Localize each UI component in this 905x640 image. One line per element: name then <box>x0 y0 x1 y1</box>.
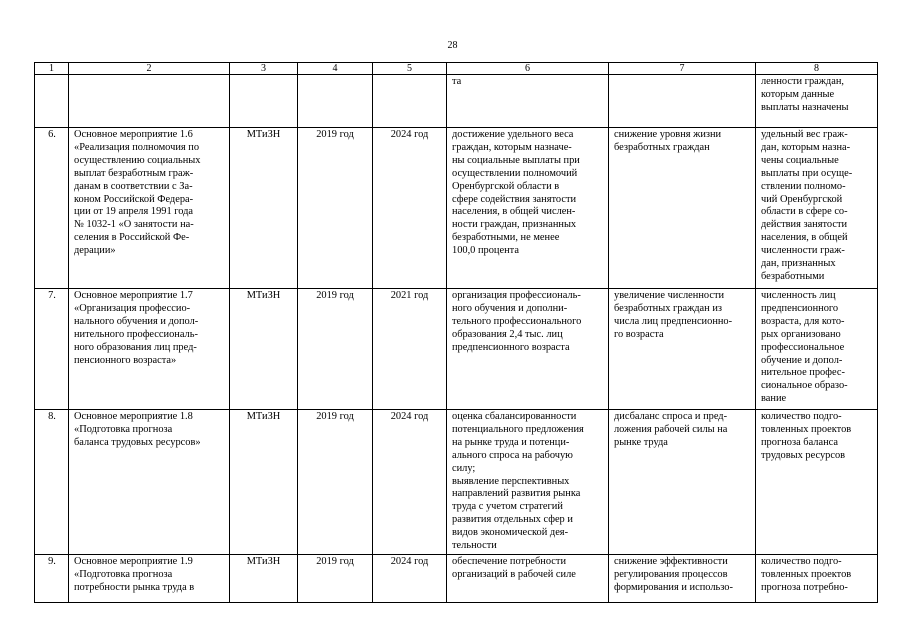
measures-table <box>34 62 878 603</box>
result-text: достижение удельного веса граждан, которым назначе- ны социальные выплаты при осуществлении полномочий Оренбургской области в сфере содействия занятости населения, в общей числен- ности граждан, признанных безработными, не менее 100,0 процента <box>452 129 580 257</box>
start-year-cell: 2019 год <box>298 128 373 289</box>
measure-text: Основное мероприятие 1.6 «Реализация полномочия по осуществлению социальных выплат безработным граж- данам в соответствии с За- коном Российской Федера- ции от 19 апреля 1991 года № 1032-1 «О занятости на- селения в Российской Фе- дерации» <box>74 129 201 257</box>
measure-text: Основное мероприятие 1.7 «Организация профессио- нального обучения и допол- нительного профессиональ- ного образования лиц пред- пенсионного возраста» <box>74 290 199 366</box>
start-year-cell: 2019 год <box>298 410 373 555</box>
result-text: обеспечение потребности организаций в рабочей силе <box>452 555 576 580</box>
consequence-text: дисбаланс спроса и пред- ложения рабочей силы на рынке труда <box>614 411 728 448</box>
indicator-text: количество подго- товленных проектов прогноза потребно- <box>761 555 852 593</box>
start-year-cell: 2019 год <box>298 554 373 602</box>
result-cell <box>447 75 609 128</box>
end-year-cell: 2024 год <box>373 410 447 555</box>
end-year-cell: 2021 год <box>373 289 447 410</box>
result-text: оценка сбалансированности потенциального предложения на рынке труда и потенци- ального спроса на рабочую силу; выявление перспективных направлений развития рынка труда с учетом стратегий развития отдельных сфер и видов экономической дея- тельности <box>452 411 584 552</box>
consequence-text: снижение уровня жизни безработных граждан <box>614 129 722 153</box>
executor-cell: МТиЗН <box>230 410 298 555</box>
row-number: 6. <box>35 128 69 289</box>
measure-cell <box>69 410 230 555</box>
table-row <box>35 128 878 289</box>
measure-text: Основное мероприятие 1.9 «Подготовка прогноза потребности рынка труда в <box>74 555 195 593</box>
continuation-row <box>35 75 878 128</box>
indicator-cell <box>756 410 878 555</box>
executor-cell: МТиЗН <box>230 554 298 602</box>
column-number: 5 <box>373 63 447 75</box>
indicator-text: удельный вес граж- дан, которым назна- чены социальные выплаты при осуще- ствлении полномо- чий Оренбургской области в сфере со- действия занятости населения, в общей численности граж- дан, признанных безработными <box>761 129 853 282</box>
empty-cell <box>373 75 447 128</box>
end-year-cell: 2024 год <box>373 128 447 289</box>
consequence-text: снижение эффективности регулирования процессов формирования и использо- <box>614 555 733 593</box>
result-cell <box>447 410 609 555</box>
table-row <box>35 410 878 555</box>
empty-cell <box>230 75 298 128</box>
column-number: 3 <box>230 63 298 75</box>
empty-cell <box>35 75 69 128</box>
table-row <box>35 289 878 410</box>
indicator-text: численность лиц предпенсионного возраста, для кото- рых организовано профессиональное обучение и допол- нительное профес- сиональное образо- вание <box>761 290 848 405</box>
consequence-cell <box>609 410 756 555</box>
table-row <box>35 554 878 602</box>
indicator-cell <box>756 554 878 602</box>
column-number: 1 <box>35 63 69 75</box>
column-number: 7 <box>609 63 756 75</box>
empty-cell <box>609 75 756 128</box>
row-number: 7. <box>35 289 69 410</box>
result-cell <box>447 289 609 410</box>
indicator-text: ленности граждан, которым данные выплаты назначены <box>761 76 849 113</box>
measure-cell <box>69 289 230 410</box>
result-text: та <box>452 76 462 87</box>
column-number: 4 <box>298 63 373 75</box>
column-number: 2 <box>69 63 230 75</box>
empty-cell <box>69 75 230 128</box>
column-number: 8 <box>756 63 878 75</box>
row-number: 8. <box>35 410 69 555</box>
consequence-cell <box>609 128 756 289</box>
consequence-cell <box>609 289 756 410</box>
end-year-cell: 2024 год <box>373 554 447 602</box>
measure-text: Основное мероприятие 1.8 «Подготовка прогноза баланса трудовых ресурсов» <box>74 411 201 448</box>
indicator-text: количество подго- товленных проектов прогноза баланса трудовых ресурсов <box>761 411 852 461</box>
result-cell <box>447 128 609 289</box>
column-number: 6 <box>447 63 609 75</box>
indicator-cell <box>756 128 878 289</box>
result-text: организация профессиональ- ного обучения и дополни- тельного профессионального образования 2,4 тыс. лиц предпенсионного возраста <box>452 290 582 353</box>
row-number: 9. <box>35 554 69 602</box>
column-number-row <box>35 63 878 75</box>
indicator-cell <box>756 75 878 128</box>
indicator-cell <box>756 289 878 410</box>
result-cell <box>447 554 609 602</box>
executor-cell: МТиЗН <box>230 289 298 410</box>
empty-cell <box>298 75 373 128</box>
page-number: 28 <box>447 40 458 51</box>
start-year-cell: 2019 год <box>298 289 373 410</box>
consequence-text: увеличение численности безработных граждан из числа лиц предпенсионно- го возраста <box>614 290 733 340</box>
measure-cell <box>69 554 230 602</box>
executor-cell: МТиЗН <box>230 128 298 289</box>
consequence-cell <box>609 554 756 602</box>
measure-cell <box>69 128 230 289</box>
